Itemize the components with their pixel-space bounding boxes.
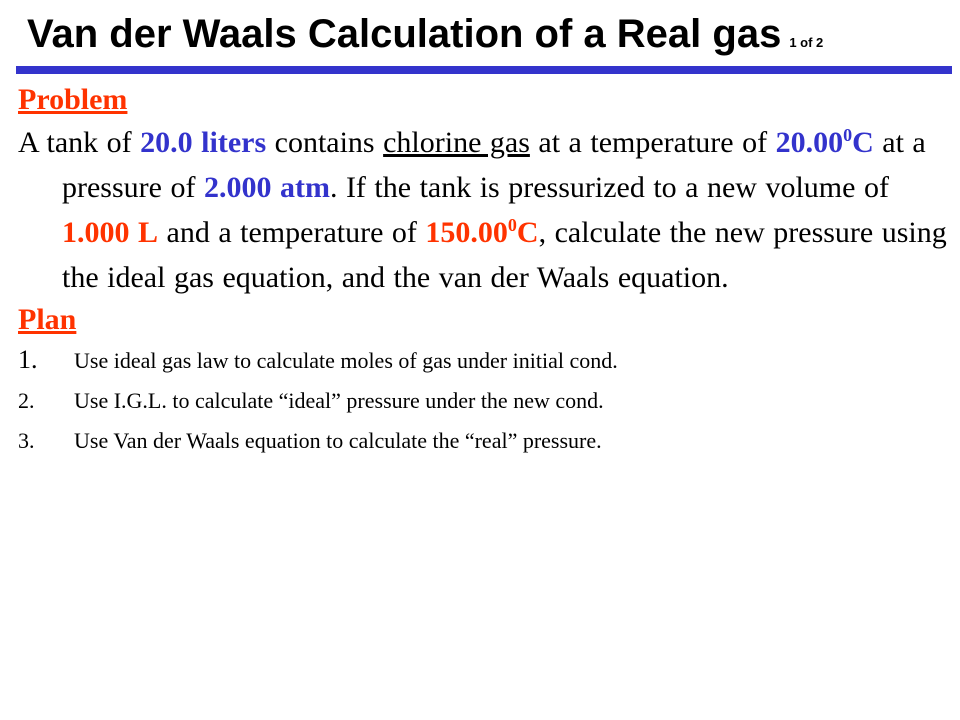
degree-superscript: 0 [507,215,517,235]
initial-pressure-value: 2.000 atm [203,171,330,204]
new-temperature-unit: C [516,216,539,249]
initial-temperature-unit: C [852,126,874,159]
problem-text-7: , calculate the new pressure using the ideal gas equation, and the van der Waals equation. [62,216,947,294]
initial-temperature-number: 20.00 [775,126,844,159]
degree-superscript: 0 [843,125,853,145]
problem-text-5: . If the tank is pressurized to a new volume of [329,171,889,204]
step-number: 3. [18,428,35,453]
plan-heading: Plan [18,303,77,336]
initial-temperature-value [776,126,874,159]
gas-name: chlorine gas [383,126,530,159]
step-number: 1. [18,345,38,374]
list-item [18,421,948,461]
slide-counter: 1 of 2 [789,35,824,50]
problem-text-6: and a temperature of [158,216,426,249]
step-text: Use ideal gas law to calculate moles of gas under initial cond. [74,348,618,373]
list-item [18,340,948,381]
plan-steps [18,340,948,461]
problem-text-2: contains [266,126,384,159]
new-temperature-value [425,216,538,249]
title-divider [16,66,952,74]
new-volume-value: 1.000 L [62,216,159,249]
problem-statement [18,120,948,300]
list-item [18,381,948,421]
problem-text-4: at a pressure of [62,126,926,204]
problem-text-1: A tank of [18,126,141,159]
initial-volume-value: 20.0 liters [140,126,267,159]
title-text: Van der Waals Calculation of a Real gas [27,12,782,56]
step-number: 2. [18,388,35,413]
page-title [27,10,823,67]
problem-text-3: at a temperature of [529,126,776,159]
slide-content [18,80,948,461]
problem-heading: Problem [18,83,128,116]
new-temperature-number: 150.00 [425,216,508,249]
step-text: Use I.G.L. to calculate “ideal” pressure under the new cond. [74,388,604,413]
step-text: Use Van der Waals equation to calculate the “real” pressure. [74,428,602,453]
